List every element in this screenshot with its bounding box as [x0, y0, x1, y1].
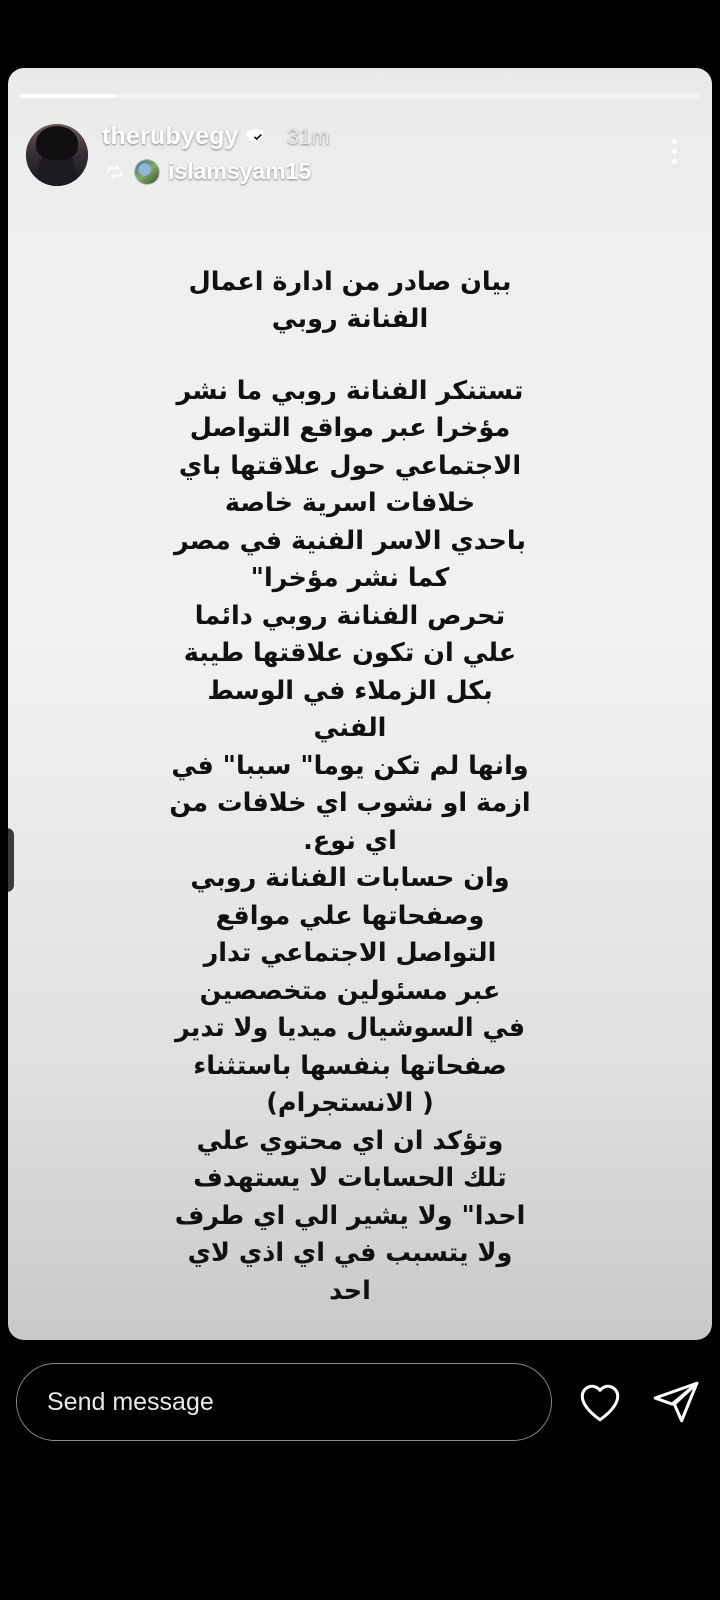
story-author-line	[102, 122, 654, 151]
statement-line: كما نشر مؤخرا"	[250, 563, 450, 594]
story-timestamp: 31m	[286, 123, 330, 149]
more-options-icon[interactable]	[654, 128, 694, 174]
statement-line: تستنكر الفنانة روبي ما نشر	[176, 375, 524, 406]
statement-line: وان حسابات الفنانة روبي	[190, 863, 510, 894]
repost-attribution[interactable]	[104, 158, 654, 185]
statement-line: مؤخرا عبر مواقع التواصل	[189, 413, 511, 444]
story-statement-text	[8, 264, 712, 1310]
statement-line: باحدي الاسر الفنية في مصر	[173, 525, 527, 556]
story-progress-bar	[20, 94, 700, 98]
statement-line: اي نوع.	[303, 825, 397, 856]
statement-line: علي ان تكون علاقتها طيبة	[183, 638, 517, 669]
story-card[interactable]	[8, 68, 712, 1340]
avatar-hair-shape	[36, 126, 78, 160]
statement-line: خلافات اسرية خاصة	[224, 488, 476, 519]
statement-line: صفحاتها بنفسها باستثناء	[193, 1050, 507, 1081]
story-header-text	[102, 116, 654, 185]
paper-plane-icon[interactable]	[648, 1374, 704, 1430]
statement-line: بكل الزملاء في الوسط الفني	[207, 675, 493, 744]
heart-icon[interactable]	[572, 1374, 628, 1430]
send-message-input[interactable]	[16, 1363, 552, 1441]
statement-line: بيان صادر من ادارة اعمال	[188, 267, 512, 297]
statement-line: الفنانة روبي	[271, 304, 429, 335]
statement-line: احد	[329, 1275, 371, 1306]
story-header	[8, 116, 712, 208]
statement-line: التواصل الاجتماعي تدار	[203, 938, 497, 969]
statement-line: عبر مسئولين متخصصين	[199, 975, 501, 1006]
statement-line: تلك الحسابات لا يستهدف	[193, 1163, 507, 1194]
statement-line: وانها لم تكن يوما" سببا" في	[171, 750, 529, 781]
story-progress-fill	[20, 94, 115, 98]
statement-line: ( الانستجرام)	[266, 1088, 434, 1119]
username-label[interactable]: therubyegy	[102, 122, 239, 150]
reposter-avatar	[134, 159, 160, 185]
repost-icon	[104, 161, 126, 183]
send-message-placeholder: Send message	[47, 1387, 214, 1416]
statement-line: الاجتماعي حول علاقتها باي	[178, 450, 522, 481]
statement-line: وتؤكد ان اي محتوي علي	[196, 1125, 504, 1156]
verified-badge-icon	[247, 126, 269, 148]
statement-line: احدا" ولا يشير الي اي طرف	[174, 1200, 526, 1231]
statement-spacer	[168, 339, 532, 373]
story-action-bar	[0, 1340, 720, 1464]
statement-line: ازمة او نشوب اي خلافات من	[169, 788, 531, 819]
statement-line: ولا يتسبب في اي اذي لاي	[187, 1238, 513, 1269]
avatar[interactable]	[26, 124, 88, 186]
statement-line: وصفحاتها علي مواقع	[215, 900, 485, 931]
status-bar-area	[0, 0, 720, 68]
nav-bar-area	[0, 1470, 720, 1600]
reposter-username[interactable]: islamsyam15	[168, 158, 312, 184]
statement-line: في السوشيال ميديا ولا تدير	[174, 1013, 526, 1044]
statement-line: تحرص الفنانة روبي دائما	[194, 600, 506, 631]
